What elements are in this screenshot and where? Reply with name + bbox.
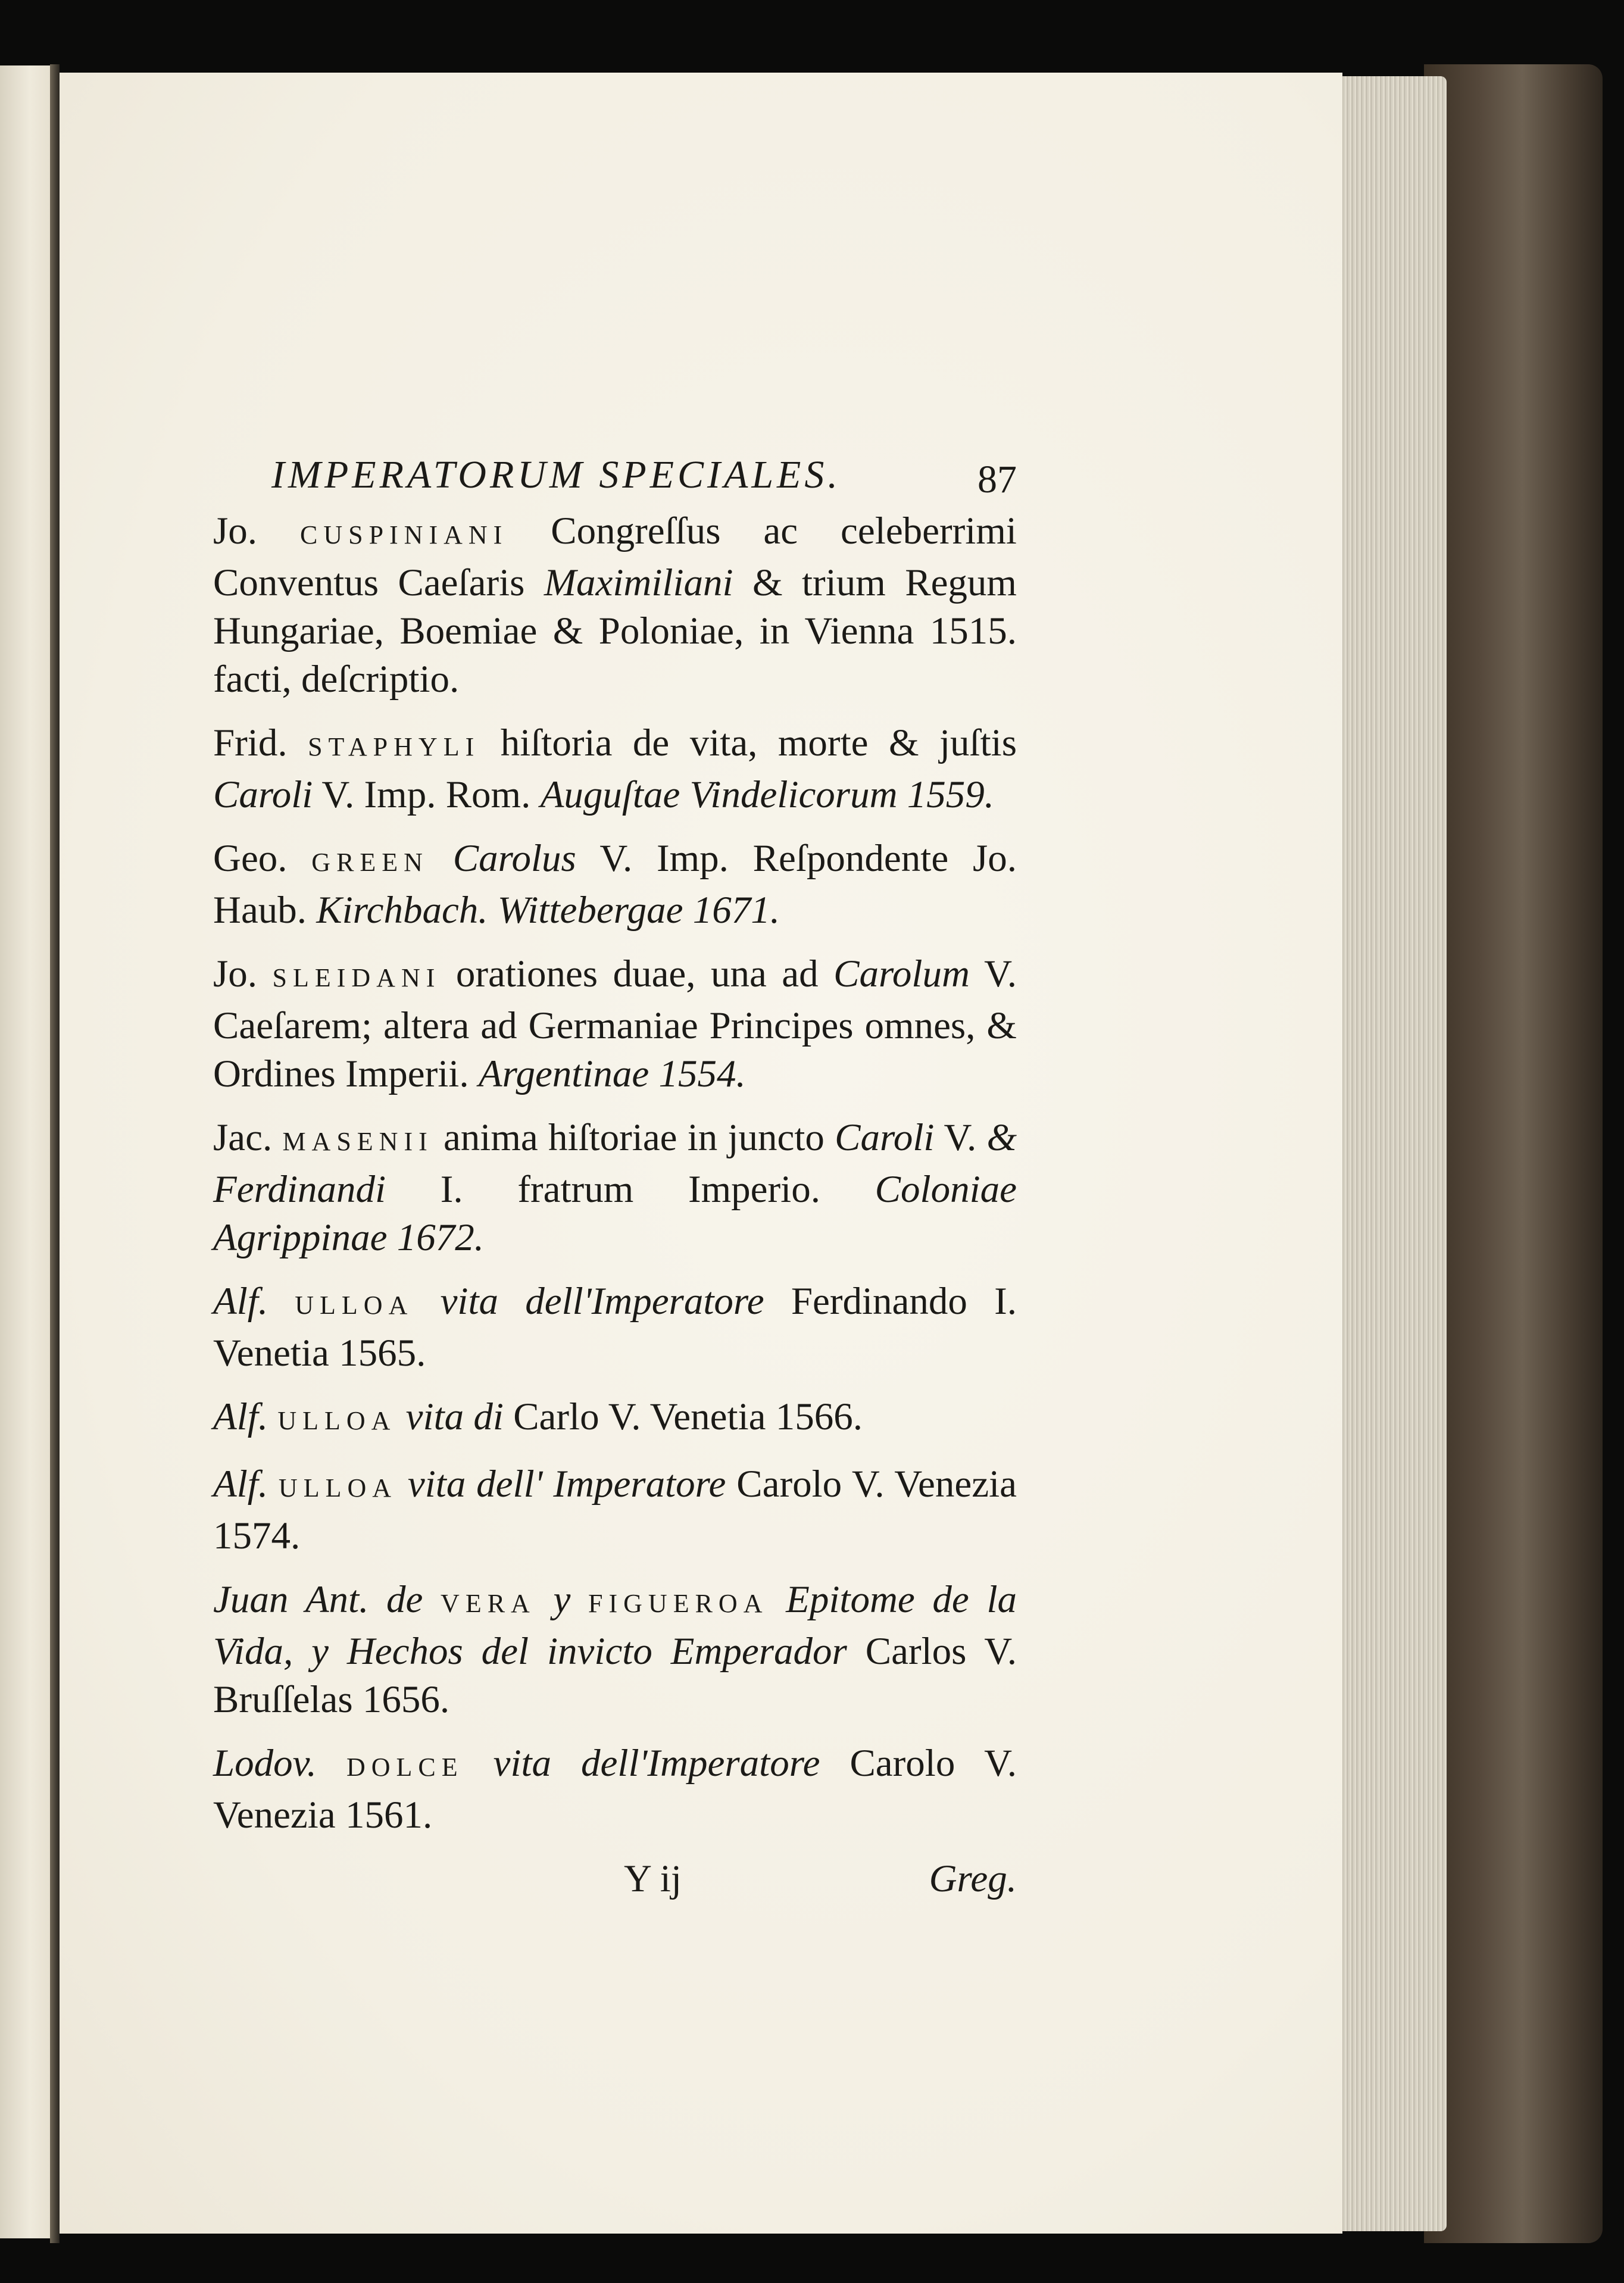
- entry-text: [213, 950, 1017, 1098]
- author-name: MASENII: [282, 1127, 433, 1156]
- roman-text: [413, 1280, 440, 1323]
- entry-text: [213, 1393, 1017, 1445]
- italic-text: Alf.: [213, 1395, 278, 1438]
- entry-text: [213, 719, 1017, 819]
- italic-text: Juan Ant. de: [213, 1578, 441, 1621]
- author-name: GREEN: [311, 848, 429, 877]
- roman-text: [429, 837, 453, 880]
- italic-text: Auguſtae Vindelicorum 1559.: [540, 773, 995, 816]
- roman-text: [397, 1463, 408, 1506]
- bibliography-entry: [213, 1393, 1017, 1445]
- bibliography-entry: [213, 950, 1017, 1098]
- roman-text: I. fratrum Imperio.: [386, 1168, 875, 1211]
- roman-text: [768, 1578, 786, 1621]
- italic-text: Alf.: [213, 1463, 279, 1506]
- entry-text: [213, 507, 1017, 704]
- roman-text: Jo.: [213, 510, 300, 552]
- book-cover-board: [1424, 64, 1603, 2243]
- roman-text: & trium Regum Hungariae, Boemiae & Poloniae, in Vienna 1515. facti, deſcriptio.: [213, 561, 1017, 701]
- italic-text: Coloniae Agrippinae 1672.: [213, 1168, 1017, 1259]
- author-name: CUSPINIANI: [299, 520, 508, 549]
- roman-text: [570, 1578, 588, 1621]
- italic-text: Carolus: [452, 837, 576, 880]
- page-fore-edge: [1339, 76, 1447, 2231]
- bibliography-entry: [213, 835, 1017, 935]
- bibliography-entry: [213, 1114, 1017, 1262]
- facing-page-edge: [0, 65, 50, 2238]
- entry-text: [213, 1576, 1017, 1724]
- italic-text: & Ferdinandi: [213, 1116, 1017, 1211]
- author-name: ULLOA: [277, 1406, 396, 1435]
- roman-text: Carolo V. Venezia 1574.: [213, 1463, 1017, 1557]
- roman-text: V.: [934, 1116, 987, 1159]
- roman-text: Carolo V. Venezia 1561.: [213, 1742, 1017, 1837]
- italic-text: Caroli: [213, 773, 313, 816]
- roman-text: hiſtoria de vita, morte & juſtis: [480, 722, 1017, 764]
- page-number: 87: [977, 458, 1017, 501]
- roman-text: Geo.: [213, 837, 312, 880]
- italic-text: vita dell' Imperatore: [407, 1463, 726, 1506]
- bibliography-entry: [213, 507, 1017, 704]
- book-page: [60, 73, 1342, 2234]
- italic-text: Lodov.: [213, 1742, 346, 1785]
- italic-text: vita di: [405, 1395, 504, 1438]
- author-name: ULLOA: [278, 1473, 398, 1503]
- entry-text: [213, 1278, 1017, 1378]
- italic-text: Caroli: [835, 1116, 935, 1159]
- gutter-shadow: [50, 64, 60, 2243]
- roman-text: [464, 1742, 494, 1785]
- author-name: DOLCE: [346, 1753, 464, 1782]
- roman-text: [536, 1578, 554, 1621]
- roman-text: V. Imp. Rom.: [313, 773, 541, 816]
- running-head: IMPERATORUM SPECIALES.: [271, 453, 841, 496]
- bibliography-entry: [213, 1278, 1017, 1378]
- roman-text: Congreſſus ac celeberrimi Conventus Caeſaris: [213, 510, 1017, 604]
- entry-text: [213, 1460, 1017, 1560]
- entry-text: [213, 1114, 1017, 1262]
- author-name: FIGUEROA: [588, 1589, 769, 1618]
- roman-text: Ferdinando I. Venetia 1565.: [213, 1280, 1017, 1375]
- roman-text: anima hiſtoriae in juncto: [433, 1116, 835, 1159]
- scan-bottom-border: [0, 2256, 1624, 2283]
- roman-text: V. Imp. Reſpondente Jo. Haub.: [213, 837, 1017, 932]
- roman-text: Carlo V. Venetia 1566.: [503, 1395, 863, 1438]
- italic-text: Alf.: [213, 1280, 295, 1323]
- roman-text: V. Caeſarem; altera ad Germaniae Principes omnes, & Ordines Imperii.: [213, 952, 1017, 1095]
- author-name: STAPHYLI: [308, 732, 480, 761]
- bibliography-entries: [213, 507, 1017, 1839]
- roman-text: Frid.: [213, 722, 308, 764]
- author-name: SLEIDANI: [272, 963, 441, 992]
- roman-text: Jo.: [213, 952, 273, 995]
- italic-text: Argentinae 1554.: [478, 1053, 746, 1095]
- text-block: [213, 451, 1017, 1909]
- bibliography-entry: [213, 1460, 1017, 1560]
- author-name: VERA: [441, 1589, 536, 1618]
- signature-mark: Y ij: [624, 1857, 682, 1900]
- italic-text: Carolum: [833, 952, 970, 995]
- italic-text: vita dell'Imperatore: [440, 1280, 764, 1323]
- roman-text: Jac.: [213, 1116, 283, 1159]
- roman-text: Carlos V. Bruſſelas 1656.: [213, 1630, 1017, 1721]
- entry-text: [213, 835, 1017, 935]
- italic-text: Kirchbach. Wittebergae 1671.: [316, 889, 780, 932]
- italic-text: Maximiliani: [544, 561, 733, 604]
- catchword: Greg.: [929, 1857, 1017, 1900]
- author-name: ULLOA: [295, 1291, 414, 1320]
- page-header: [213, 451, 1017, 507]
- bibliography-entry: [213, 1576, 1017, 1724]
- roman-text: orationes duae, una ad: [441, 952, 834, 995]
- italic-text: vita dell'Imperatore: [493, 1742, 820, 1785]
- entry-text: [213, 1739, 1017, 1839]
- roman-text: [396, 1395, 405, 1438]
- italic-text: y: [553, 1578, 571, 1621]
- bibliography-entry: [213, 1739, 1017, 1839]
- bibliography-entry: [213, 719, 1017, 819]
- page-footer: [213, 1855, 1017, 1909]
- italic-text: Epitome de la Vida, y Hechos del invicto Emperador: [213, 1578, 1017, 1673]
